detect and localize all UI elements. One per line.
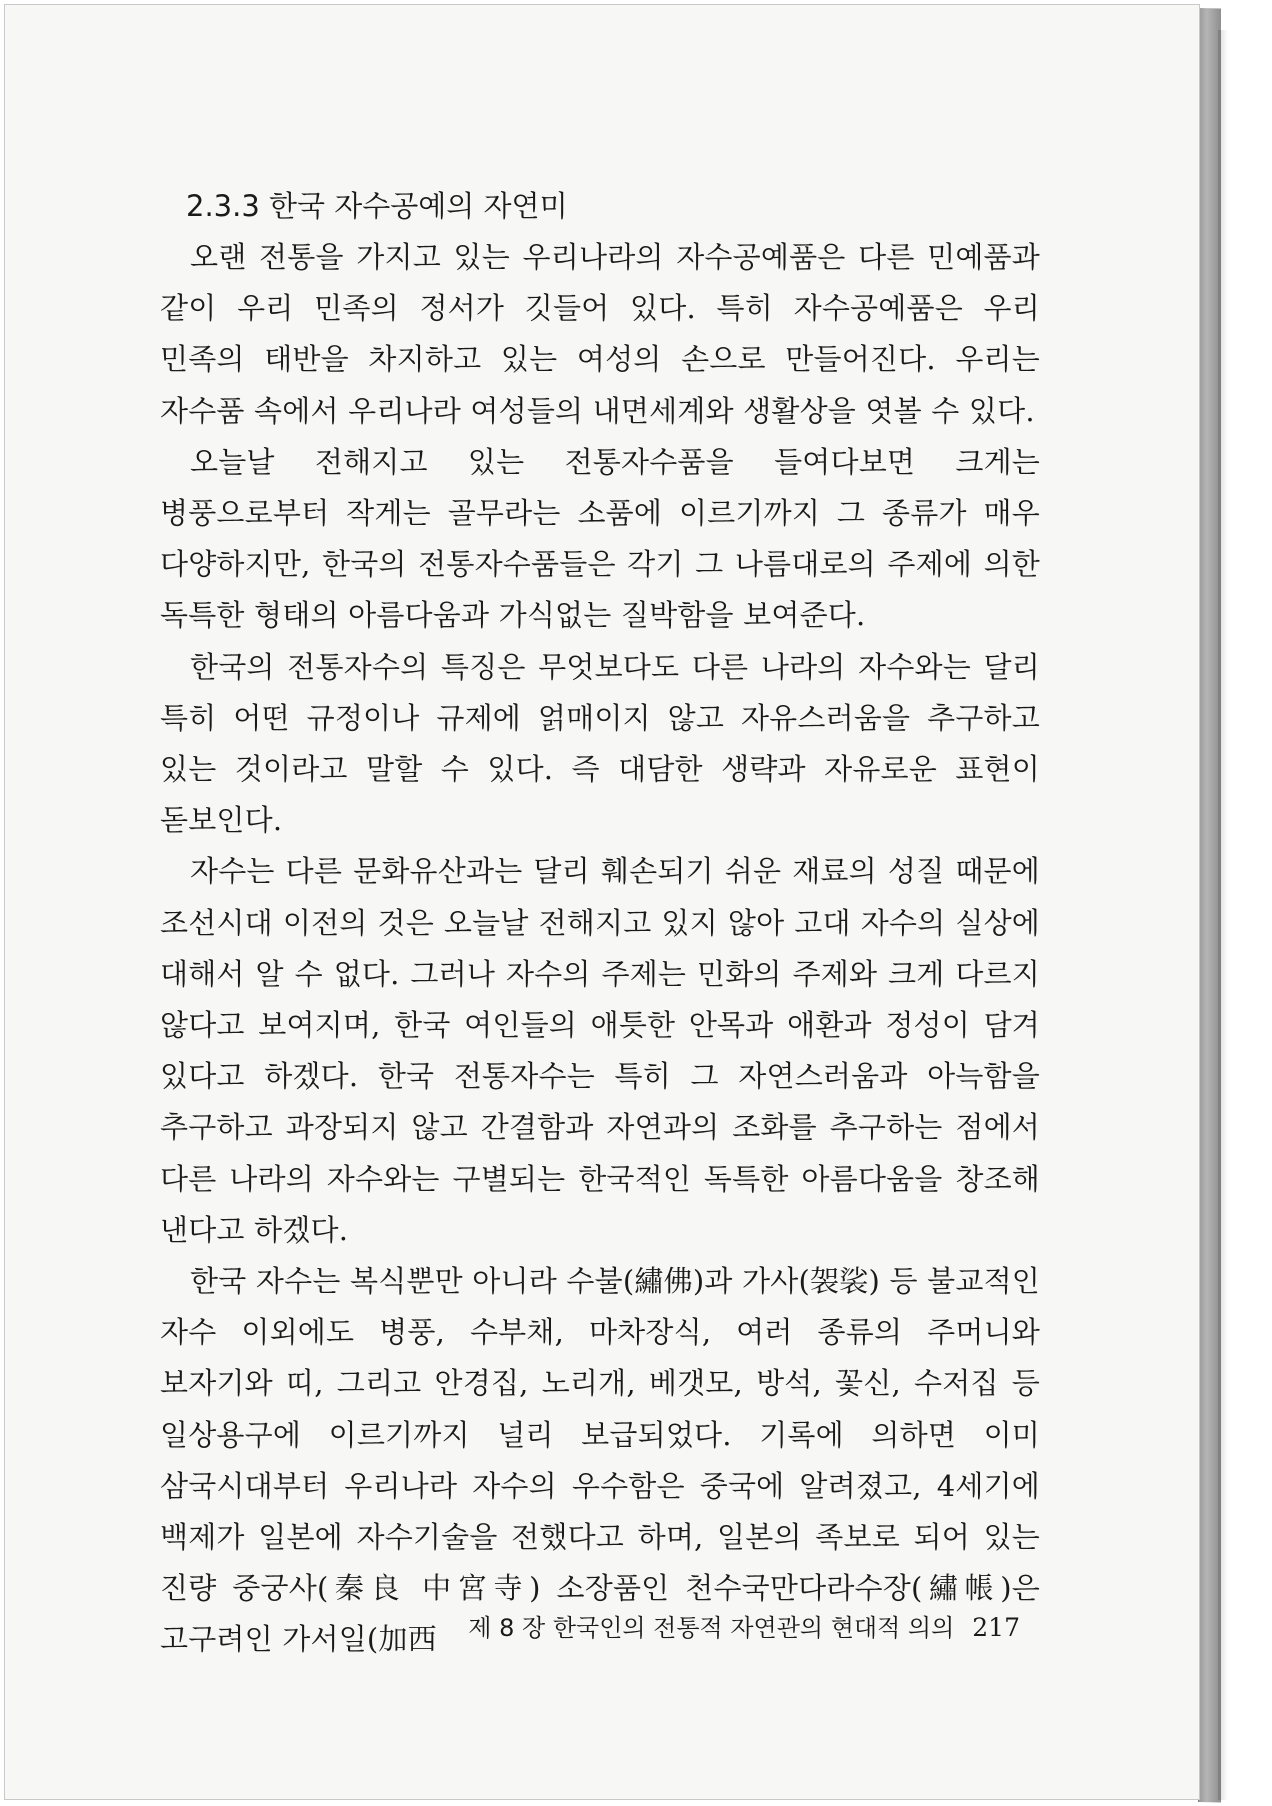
running-title: 제 8 장 한국인의 전통적 자연관의 현대적 의의 — [468, 1614, 955, 1642]
book-page-edge-shadow — [1218, 30, 1228, 1800]
section-heading: 2.3.3 한국 자수공예의 자연미 — [186, 189, 568, 223]
paragraph-1: 오랜 전통을 가지고 있는 우리나라의 자수공예품은 다른 민예품과 같이 우리 민족의 정서가 깃들어 있다. 특히 자수공예품은 우리 민족의 태반을 차지하고 있는 여성의 손으로 만들어진다. 우리는 자수품 속에서 우리나라 여성들의 내면세계와 생활상을 엿볼 수 있다. — [160, 240, 1040, 428]
paragraph-2: 오늘날 전해지고 있는 전통자수품을 들여다보면 크게는 병풍으로부터 작게는 골무라는 소품에 이르기까지 그 종류가 매우 다양하지만, 한국의 전통자수품들은 각기 그 나름대로의 주제에 의한 독특한 형태의 아름다움과 가식없는 질박함을 보여준다. — [160, 444, 1040, 633]
paragraph-3: 한국의 전통자수의 특징은 무엇보다도 다른 나라의 자수와는 달리 특히 어떤 규정이나 규제에 얽매이지 않고 자유스러움을 추구하고 있는 것이라고 말할 수 있다. 즉 대담한 생략과 자유로운 표현이 돋보인다. — [160, 649, 1040, 838]
page-number: 217 — [972, 1613, 1020, 1642]
page-body — [160, 180, 1040, 1666]
paragraph-4: 자수는 다른 문화유산과는 달리 훼손되기 쉬운 재료의 성질 때문에 조선시대 이전의 것은 오늘날 전해지고 있지 않아 고대 자수의 실상에 대해서 알 수 없다. 그러나 자수의 주제는 민화의 주제와 크게 다르지 않다고 보여지며, 한국 여인들의 애틋한 안목과 애환과 정성이 담겨 있다고 하겠다. 한국 전통자수는 특히 그 자연스러움과 아늑함을 추구하고 과장되지 않고 간결함과 자연과의 조화를 추구하는 점에서 다른 나라의 자수와는 구별되는 한국적인 독특한 아름다움을 창조해 낸다고 하겠다. — [160, 854, 1040, 1247]
page-footer — [460, 1610, 1020, 1646]
paragraph-5: 한국 자수는 복식뿐만 아니라 수불(繡佛)과 가사(袈裟) 등 불교적인 자수 이외에도 병풍, 수부채, 마차장식, 여러 종류의 주머니와 보자기와 띠, 그리고 안경집, 노리개, 베갯모, 방석, 꽃신, 수저집 등 일상용구에 이르기까지 널리 보급되었다. 기록에 의하면 이미 삼국시대부터 우리나라 자수의 우수함은 중국에 알려졌고, 4세기에 백제가 일본에 자수기술을 전했다고 하며, 일본의 족보로 되어 있는 진량 중궁사(秦良 中宮寺) 소장품인 천수국만다라수장(繡帳)은 고구려인 가서일(加西 — [160, 1264, 1040, 1657]
